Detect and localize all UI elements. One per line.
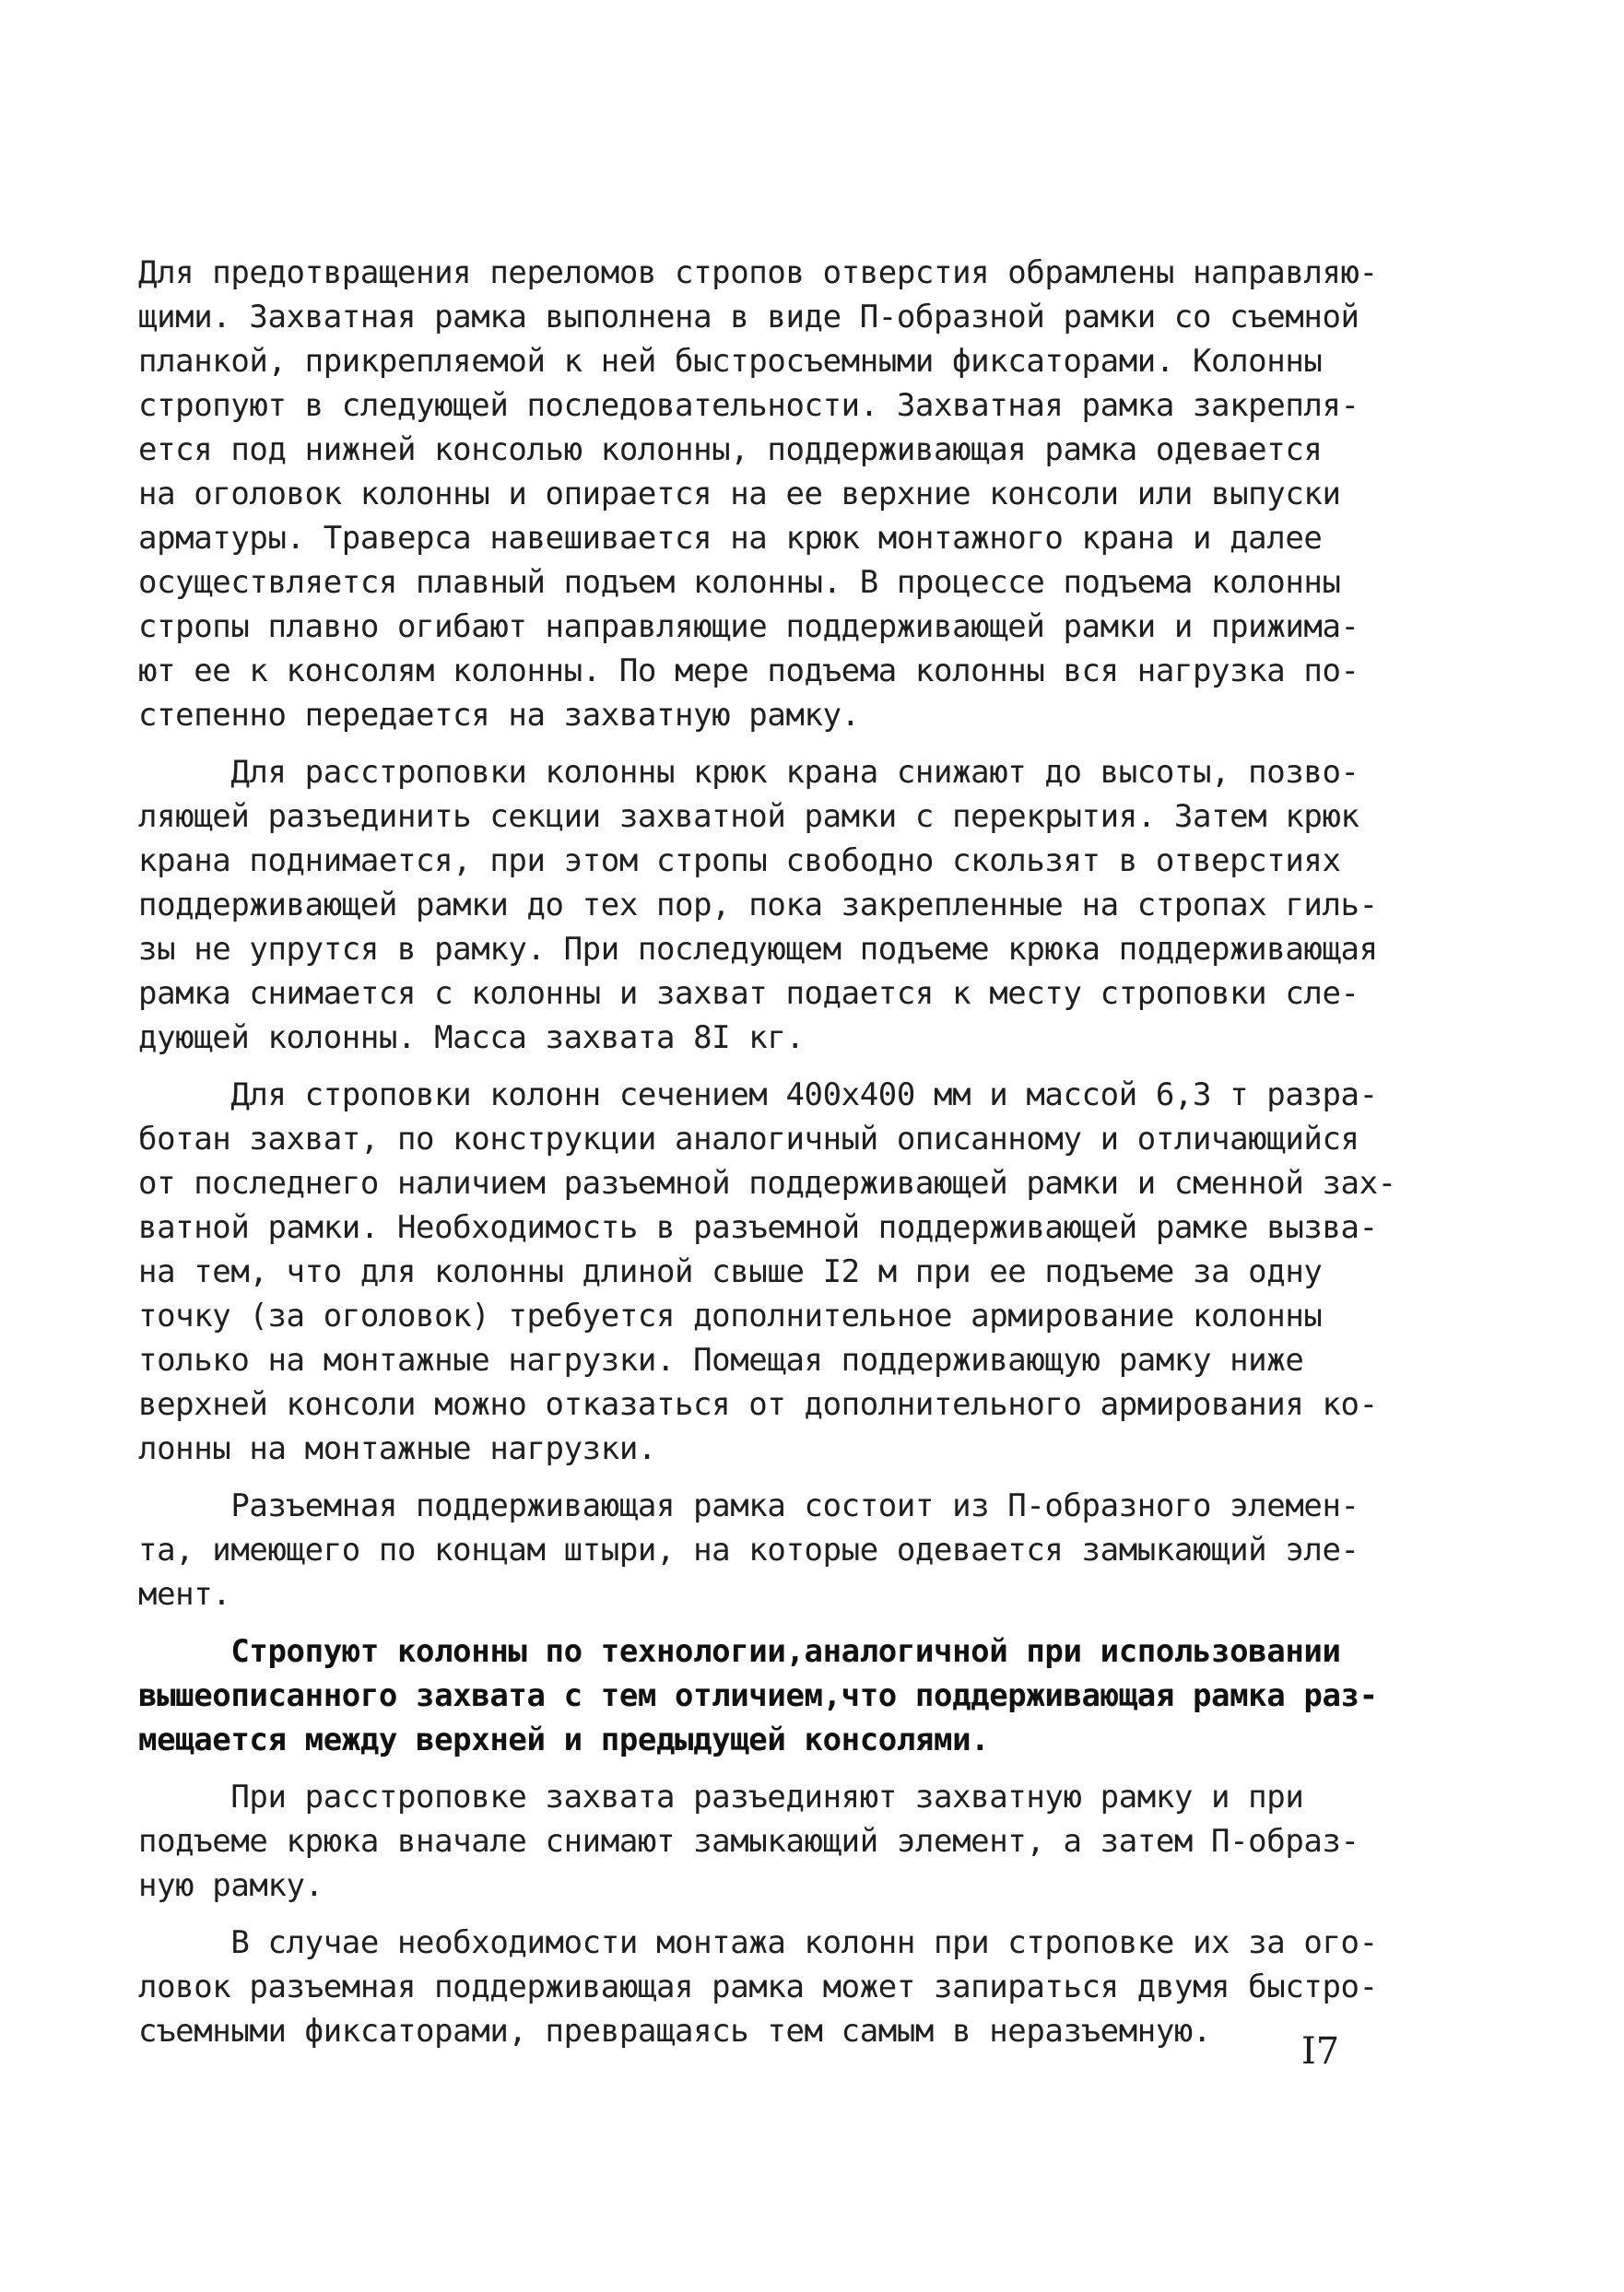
paragraph-4 <box>138 1484 1359 1616</box>
paragraph-2 <box>138 750 1378 1060</box>
body-text <box>138 251 1396 2055</box>
text-line: стропы плавно огибают направляющие поддерживающей рамки и прижима- <box>138 608 1359 645</box>
text-line: ботан захват, по конструкции аналогичный описанному и отличающийся <box>138 1121 1359 1158</box>
text-line: Для расстроповки колонны крюк крана снижают до высоты, позво- <box>138 754 1359 791</box>
text-line: ляющей разъединить секции захватной рамки с перекрытия. Затем крюк <box>138 798 1359 835</box>
text-line: мент. <box>138 1576 231 1613</box>
text-line: на тем, что для колонны длиной свыше I2 м при ее подъеме за одну <box>138 1253 1323 1290</box>
text-line: от последнего наличием разъемной поддерживающей рамки и сменной зах- <box>138 1165 1396 1202</box>
text-line: дующей колонны. Масса захвата 8I кг. <box>138 1019 805 1056</box>
text-line: подъеме крюка вначале снимают замыкающий элемент, а затем П-образ- <box>138 1823 1359 1860</box>
text-line: точку (за оголовок) требуется дополнительное армирование колонны <box>138 1298 1323 1334</box>
text-line: щими. Захватная рамка выполнена в виде П-образной рамки со съемной <box>138 299 1359 335</box>
text-line: Для строповки колонн сечением 400х400 мм и массой 6,3 т разра- <box>138 1076 1378 1113</box>
text-line: та, имеющего по концам штыри, на которые одевается замыкающий эле- <box>138 1532 1359 1569</box>
paragraph-3 <box>138 1073 1396 1471</box>
paragraph-6 <box>138 1775 1359 1908</box>
text-line: планкой, прикрепляемой к ней быстросъемными фиксаторами. Колонны <box>138 343 1323 380</box>
text-line: ловок разъемная поддерживающая рамка может запираться двумя быстро- <box>138 1969 1378 2005</box>
text-line: арматуры. Траверса навешивается на крюк монтажного крана и далее <box>138 520 1323 557</box>
text-line: ется под нижней консолью колонны, поддерживающая рамка одевается <box>138 431 1323 468</box>
paragraph-7 <box>138 1921 1378 2053</box>
text-line: рамка снимается с колонны и захват подается к месту строповки сле- <box>138 975 1359 1012</box>
text-line: поддерживающей рамки до тех пор, пока закрепленные на стропах гиль- <box>138 887 1378 923</box>
text-line: ную рамку. <box>138 1867 324 1904</box>
paragraph-5-bold <box>138 1629 1378 1762</box>
text-line: степенно передается на захватную рамку. <box>138 697 860 734</box>
text-line: вышеописанного захвата с тем отличием,что поддерживающая рамка раз- <box>138 1677 1378 1714</box>
text-line: ют ее к консолям колонны. По мере подъема колонны вся нагрузка по- <box>138 652 1359 689</box>
text-line: съемными фиксаторами, превращаясь тем самым в неразъемную. <box>138 2013 1212 2050</box>
text-line: зы не упрутся в рамку. При последующем подъеме крюка поддерживающая <box>138 931 1378 968</box>
text-line: Стропуют колонны по технологии,аналогичной при использовании <box>138 1633 1341 1670</box>
page-number: I7 <box>1301 2030 1340 2073</box>
text-line: верхней консоли можно отказаться от дополнительного армирования ко- <box>138 1386 1378 1423</box>
text-line: ватной рамки. Необходимость в разъемной поддерживающей рамке вызва- <box>138 1209 1378 1246</box>
text-line: стропуют в следующей последовательности. Захватная рамка закрепля- <box>138 387 1359 424</box>
text-line: Разъемная поддерживающая рамка состоит из П-образного элемен- <box>138 1487 1359 1524</box>
text-line: При расстроповке захвата разъединяют захватную рамку и при <box>138 1779 1304 1816</box>
text-line: крана поднимается, при этом стропы свободно скользят в отверстиях <box>138 842 1341 879</box>
text-line: лонны на монтажные нагрузки. <box>138 1430 656 1467</box>
paragraph-1 <box>138 251 1378 737</box>
text-line: В случае необходимости монтажа колонн при строповке их за ого- <box>138 1924 1378 1961</box>
text-line: только на монтажные нагрузки. Помещая поддерживающую рамку ниже <box>138 1342 1304 1379</box>
text-line: осуществляется плавный подъем колонны. В процессе подъема колонны <box>138 564 1341 601</box>
text-line: Для предотвращения переломов стропов отверстия обрамлены направляю- <box>138 254 1378 291</box>
text-line: мещается между верхней и предыдущей консолями. <box>138 1722 990 1758</box>
text-line: на оголовок колонны и опирается на ее верхние консоли или выпуски <box>138 476 1341 512</box>
